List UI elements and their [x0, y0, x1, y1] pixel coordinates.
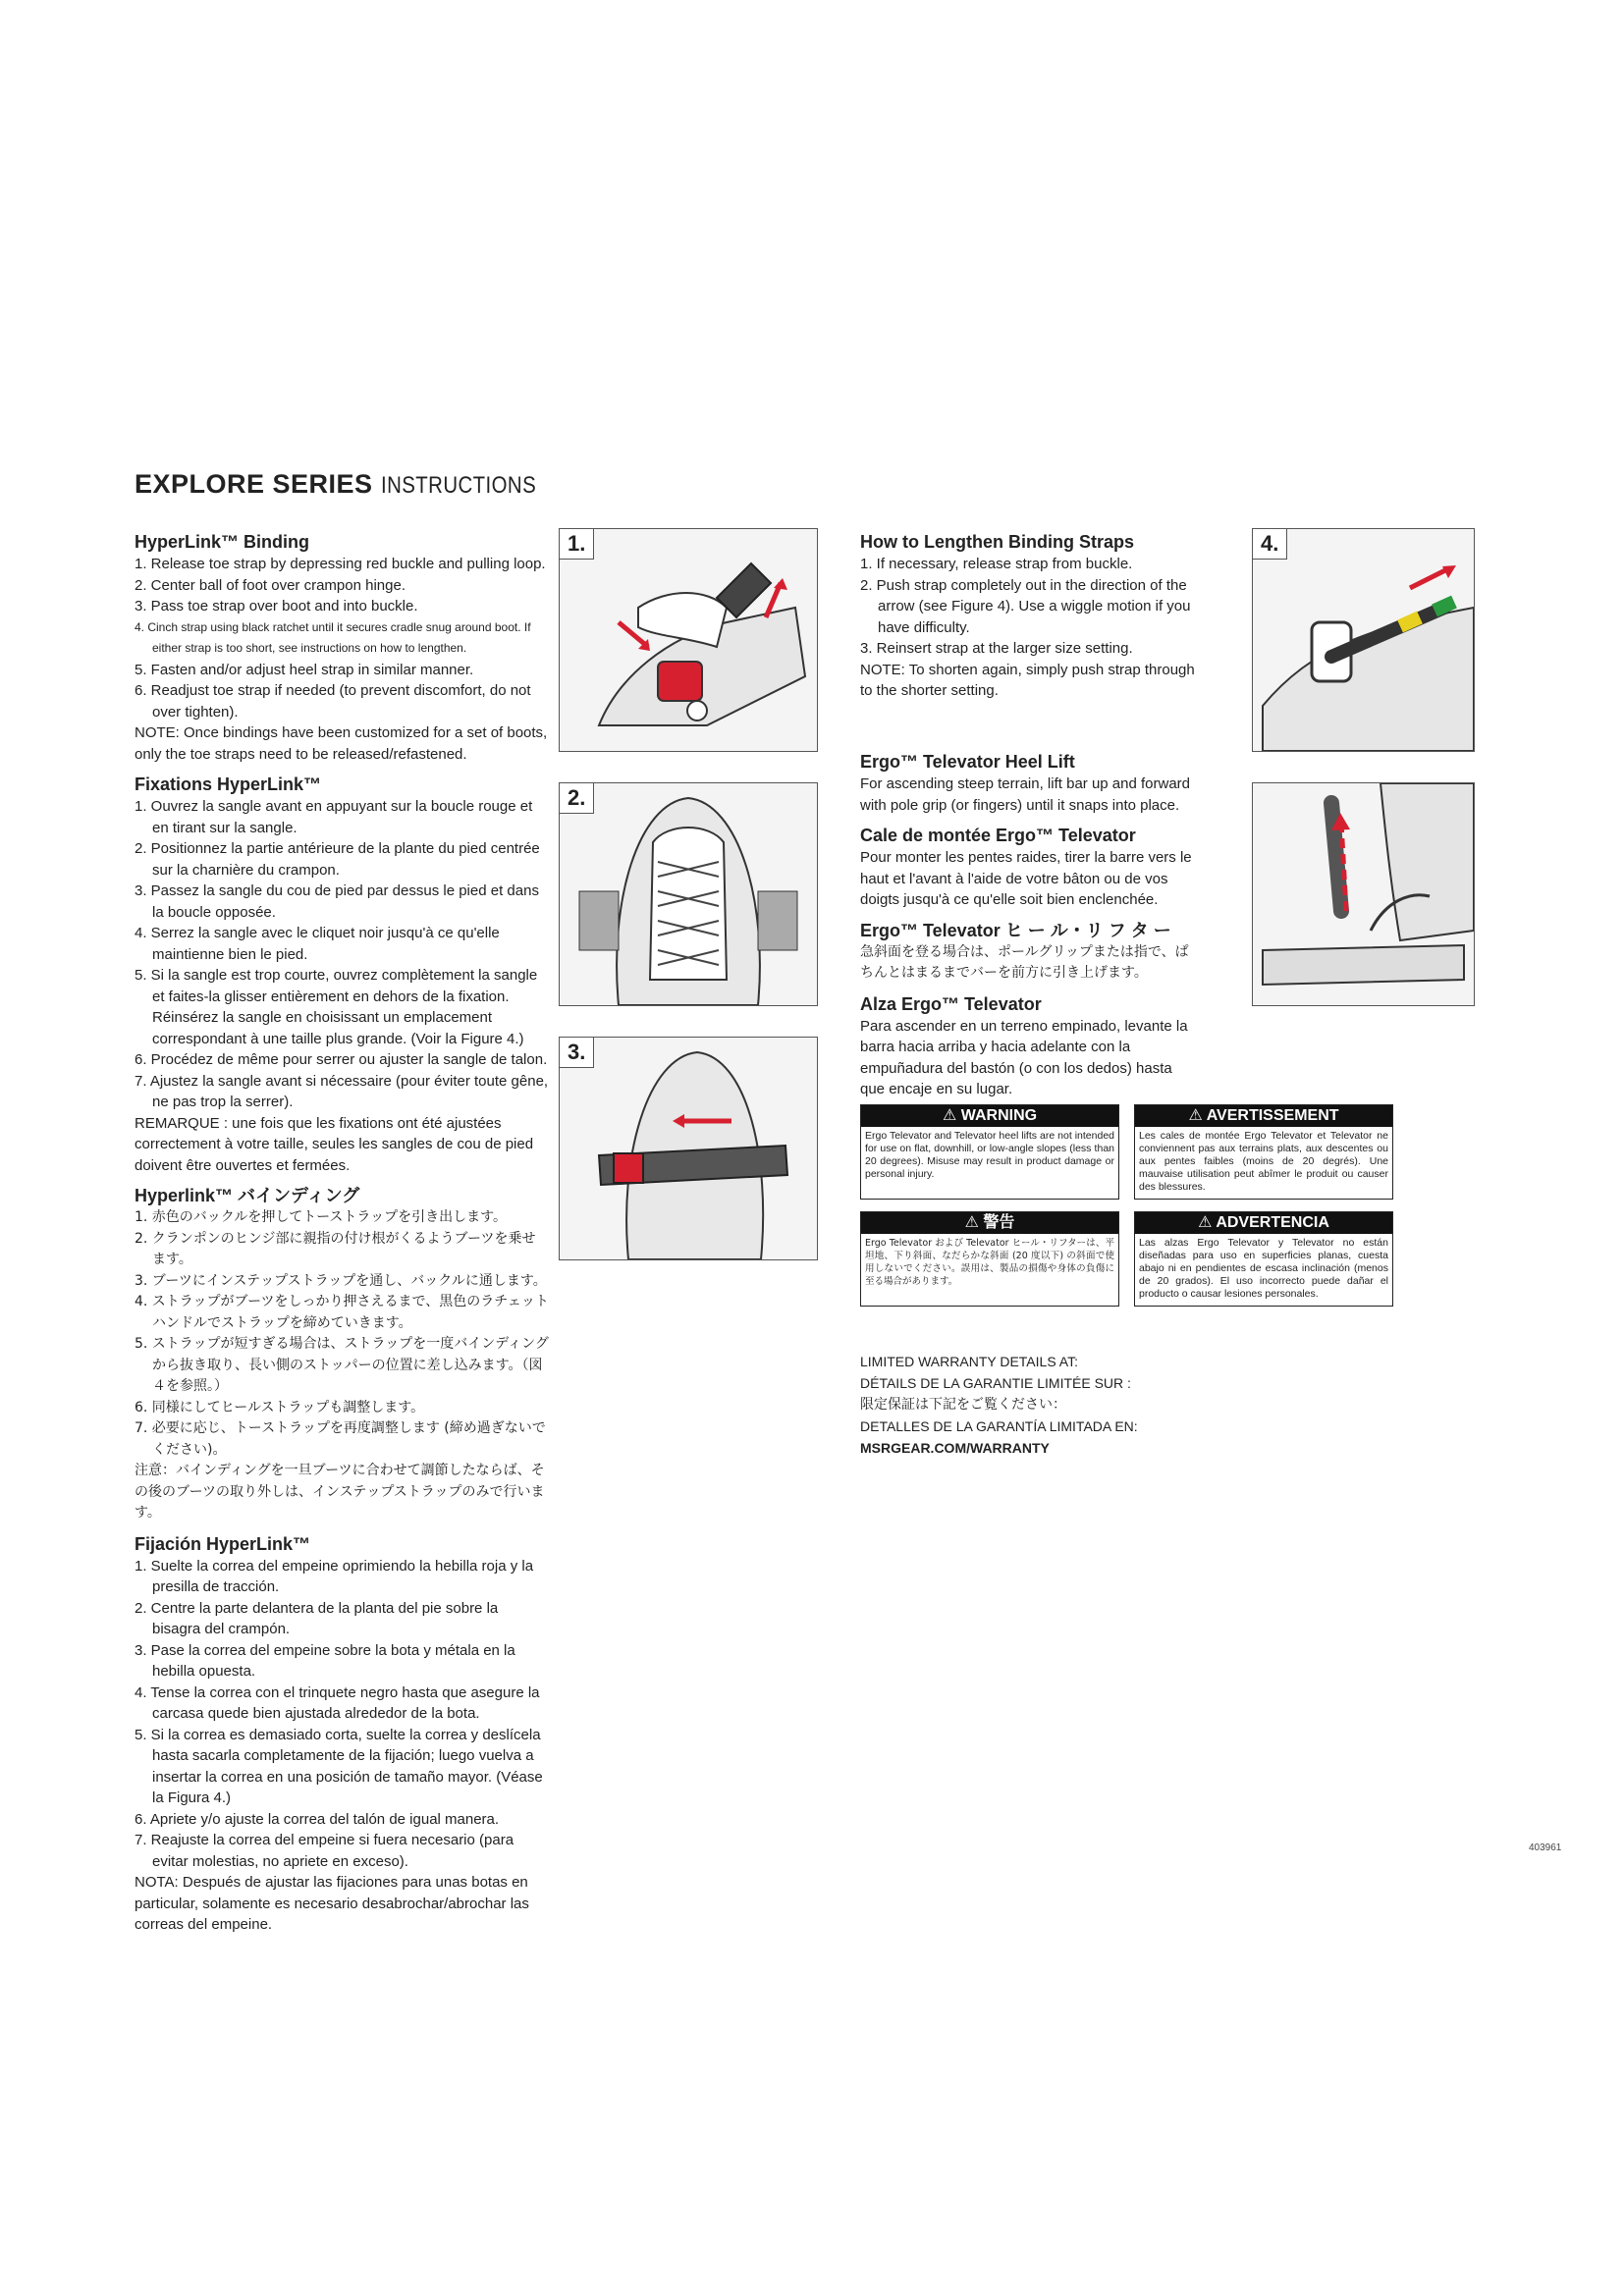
- fr-step: 4. Serrez la sangle avec le cliquet noir jusqu'à ce qu'elle maintienne bien le pied.: [135, 925, 500, 963]
- lengthen-step: 3. Reinsert strap at the larger size setting.: [860, 640, 1133, 657]
- jp-step: 7. 必要に応じ、トーストラップを再度調整します (締め過ぎないでください)。: [135, 1420, 546, 1458]
- title-bold: EXPLORE SERIES: [135, 469, 373, 499]
- es-step: 2. Centre la parte delantera de la planta del pie sobre la bisagra del crampón.: [135, 1599, 499, 1637]
- warranty-line: 限定保証は下記をご覧ください：: [860, 1397, 1066, 1413]
- warning-text: Las alzas Ergo Televator y Televator no están diseñadas para uso en superficies planas, cuesta abajo ni en pendientes de escasa inclinación (menos de 20 grados). El uso incorrecto puede dañar el producto o causar lesiones personales.: [1139, 1237, 1388, 1300]
- es-step: 7. Reajuste la correa del empeine si fuera necesario (para evitar molestias, no apriete en exceso).: [135, 1832, 514, 1870]
- en-step: 5. Fasten and/or adjust heel strap in similar manner.: [135, 661, 474, 678]
- ergo-heading: Alza Ergo™ Televator: [860, 993, 1042, 1014]
- en-step: 1. Release toe strap by depressing red buckle and pulling loop.: [135, 556, 546, 572]
- jp-step: 2. クランポンのヒンジ部に親指の付け根がくるようブーツを乗せます。: [135, 1230, 536, 1267]
- figure-3: [559, 1037, 818, 1260]
- figure-4-illustration: [1253, 529, 1474, 751]
- fr-heading: Fixations HyperLink™: [135, 774, 322, 794]
- figure-1: [559, 528, 818, 752]
- warranty-line: LIMITED WARRANTY DETAILS AT:: [860, 1354, 1078, 1369]
- es-step: 5. Si la correa es demasiado corta, suelte la correa y deslícela hasta sacarla completamente de la fijación; luego vuelva a insertar la correa en una posición de tamaño mayor. (Véase la Figura 4.): [135, 1726, 543, 1806]
- figure-3-number: 3.: [560, 1038, 594, 1068]
- lengthen-step: 2. Push strap completely out in the direction of the arrow (see Figure 4). Use a wiggle motion if you have difficulty.: [860, 576, 1191, 636]
- es-note: NOTA: Después de ajustar las fijaciones para unas botas en particular, solamente es necesario desabrochar/abrochar las correas del empeine.: [135, 1874, 529, 1933]
- document-code: 403961: [1529, 1842, 1562, 1853]
- lengthen-step: 1. If necessary, release strap from buckle.: [860, 556, 1133, 572]
- en-heading: HyperLink™ Binding: [135, 532, 310, 552]
- ergo-heading: Ergo™ Televator ヒ ー ル・リ フ タ ー: [860, 920, 1171, 940]
- ergo-text: Para ascender en un terreno empinado, levante la barra hacia arriba y hacia adelante con la empuñadura del bastón (o con los dedos) hasta que encaje en su lugar.: [860, 1017, 1188, 1097]
- jp-step: 6. 同様にしてヒールストラップも調整します。: [135, 1399, 425, 1415]
- warning-label-text: ADVERTENCIA: [1216, 1214, 1329, 1231]
- figure-1-illustration: [560, 529, 817, 751]
- warning-label: ⚠ 警告: [861, 1212, 1118, 1234]
- warning-box-jp: [860, 1211, 1119, 1307]
- ergo-section: [860, 746, 1199, 1100]
- jp-steps: [135, 1207, 549, 1461]
- ergo-heading: Ergo™ Televator Heel Lift: [860, 752, 1075, 772]
- es-step: 1. Suelte la correa del empeine oprimiendo la hebilla roja y la presilla de tracción.: [135, 1557, 534, 1595]
- title-light: INSTRUCTIONS: [380, 472, 536, 499]
- warning-label: ⚠ AVERTISSEMENT: [1135, 1105, 1392, 1127]
- warranty-url[interactable]: MSRGEAR.COM/WARRANTY: [860, 1440, 1050, 1456]
- lengthen-note: NOTE: To shorten again, simply push strap through to the shorter setting.: [860, 661, 1195, 699]
- warranty-line: DÉTAILS DE LA GARANTIE LIMITÉE SUR :: [860, 1375, 1131, 1391]
- figure-2-illustration: [560, 783, 817, 1005]
- fr-step: 7. Ajustez la sangle avant si nécessaire (pour éviter toute gêne, ne pas trop la serrer).: [135, 1072, 549, 1110]
- ergo-text: 急斜面を登る場合は、ポールグリップまたは指で、ぱちんとはまるまでバーを前方に引き上げます。: [860, 943, 1189, 981]
- jp-step: 5. ストラップが短すぎる場合は、ストラップを一度バインディングから抜き取り、長い側のストッパーの位置に差し込みます。（図４を参照。）: [135, 1336, 549, 1394]
- figure-3-illustration: [560, 1038, 817, 1259]
- warning-label-text: AVERTISSEMENT: [1206, 1107, 1339, 1124]
- televator-figure: [1252, 782, 1475, 1006]
- fr-step: 6. Procédez de même pour serrer ou ajuster la sangle de talon.: [135, 1051, 548, 1068]
- jp-step: 1. 赤色のバックルを押してトーストラップを引き出します。: [135, 1209, 508, 1225]
- es-step: 6. Apriete y/o ajuste la correa del talón de igual manera.: [135, 1810, 500, 1828]
- figure-2-number: 2.: [560, 783, 594, 814]
- warning-box-es: [1134, 1211, 1393, 1307]
- en-step: 3. Pass toe strap over boot and into buckle.: [135, 598, 418, 614]
- left-column: [135, 526, 549, 1936]
- fr-step: 1. Ouvrez la sangle avant en appuyant sur la boucle rouge et en tirant sur la sangle.: [135, 798, 533, 836]
- ergo-text: For ascending steep terrain, lift bar up and forward with pole grip (or fingers) until it snaps into place.: [860, 775, 1191, 814]
- warning-box-fr: [1134, 1104, 1393, 1200]
- en-note: NOTE: Once bindings have been customized for a set of boots, only the toe straps need to be released/refastened.: [135, 724, 548, 763]
- fr-step: 5. Si la sangle est trop courte, ouvrez complètement la sangle et faites-la glisser entièrement en dehors de la fixation. Réinsérez la sangle en choisissant un emplacement correspondant à une taille plus grande. (Voir la Figure 4.): [135, 967, 538, 1047]
- fr-step: 2. Positionnez la partie antérieure de la plante du pied centrée sur la charnière du crampon.: [135, 840, 540, 879]
- page-title: [135, 469, 564, 500]
- figure-4-number: 4.: [1253, 529, 1287, 560]
- ergo-text: Pour monter les pentes raides, tirer la barre vers le haut et l'avant à l'aide de votre bâton ou de vos doigts jusqu'à ce qu'elle soit bien enclenchée.: [860, 849, 1192, 908]
- es-step: 3. Pase la correa del empeine sobre la bota y métala en la hebilla opuesta.: [135, 1641, 515, 1680]
- es-step: 4. Tense la correa con el trinquete negro hasta que asegure la carcasa quede bien ajustada alrededor de la bota.: [135, 1683, 540, 1722]
- jp-step: 4. ストラップがブーツをしっかり押さえるまで、黒色のラチェットハンドルでストラップを締めていきます。: [135, 1294, 549, 1331]
- en-step: 6. Readjust toe strap if needed (to prevent discomfort, do not over tighten).: [135, 682, 531, 721]
- en-steps: [135, 554, 549, 722]
- es-heading: Fijación HyperLink™: [135, 1533, 311, 1554]
- warning-text: Les cales de montée Ergo Televator et Televator ne conviennent pas aux terrains plats, aux descentes ou aux pentes faibles (moins de 20 degrés). Une mauvaise utilisation peut abîmer le produit ou causer des blessures.: [1139, 1130, 1388, 1193]
- warranty-section: [860, 1351, 1214, 1459]
- figure-2: [559, 782, 818, 1006]
- jp-heading: Hyperlink™ バインディング: [135, 1186, 360, 1205]
- en-step: 2. Center ball of foot over crampon hinge.: [135, 576, 406, 594]
- warranty-line: DETALLES DE LA GARANTÍA LIMITADA EN:: [860, 1418, 1138, 1434]
- televator-illustration: [1253, 783, 1474, 1005]
- jp-step: 3. ブーツにインステップストラップを通し、バックルに通します。: [135, 1272, 547, 1289]
- warning-text: Ergo Televator and Televator heel lifts are not intended for use on flat, downhill, or low-angle slopes (less than 20 degrees). Misuse may result in product damage or personal injury.: [865, 1130, 1114, 1180]
- fr-step: 3. Passez la sangle du cou de pied par dessus le pied et dans la boucle opposée.: [135, 882, 539, 921]
- warning-box-en: [860, 1104, 1119, 1200]
- lengthen-heading: How to Lengthen Binding Straps: [860, 532, 1134, 552]
- warning-label-text: WARNING: [960, 1107, 1038, 1124]
- warning-text: Ergo Televator および Televator ヒール・リフターは、平坦地、下り斜面、なだらかな斜面 (20 度以下) の斜面で使用しないでください。誤用は、製品の損傷や身体の負傷に至る場合があります。: [865, 1238, 1114, 1287]
- fr-steps: [135, 796, 549, 1113]
- warning-label: ⚠ ADVERTENCIA: [1135, 1212, 1392, 1234]
- en-step: 4. Cinch strap using black ratchet until it secures cradle snug around boot. If either strap is too short, see instructions on how to lengthen.: [135, 619, 531, 655]
- jp-note: 注意：バインディングを一旦ブーツに合わせて調節したならば、その後のブーツの取り外しは、インステップストラップのみで行います。: [135, 1463, 545, 1521]
- es-steps: [135, 1556, 549, 1873]
- figure-4: [1252, 528, 1475, 752]
- warning-label: ⚠ WARNING: [861, 1105, 1118, 1127]
- right-column: [860, 526, 1199, 702]
- ergo-heading: Cale de montée Ergo™ Televator: [860, 826, 1136, 845]
- figure-1-number: 1.: [560, 529, 594, 560]
- fr-note: REMARQUE : une fois que les fixations ont été ajustées correctement à votre taille, seules les sangles de cou de pied doivent être ouvertes et fermées.: [135, 1114, 534, 1174]
- warning-label-text: 警告: [983, 1214, 1015, 1231]
